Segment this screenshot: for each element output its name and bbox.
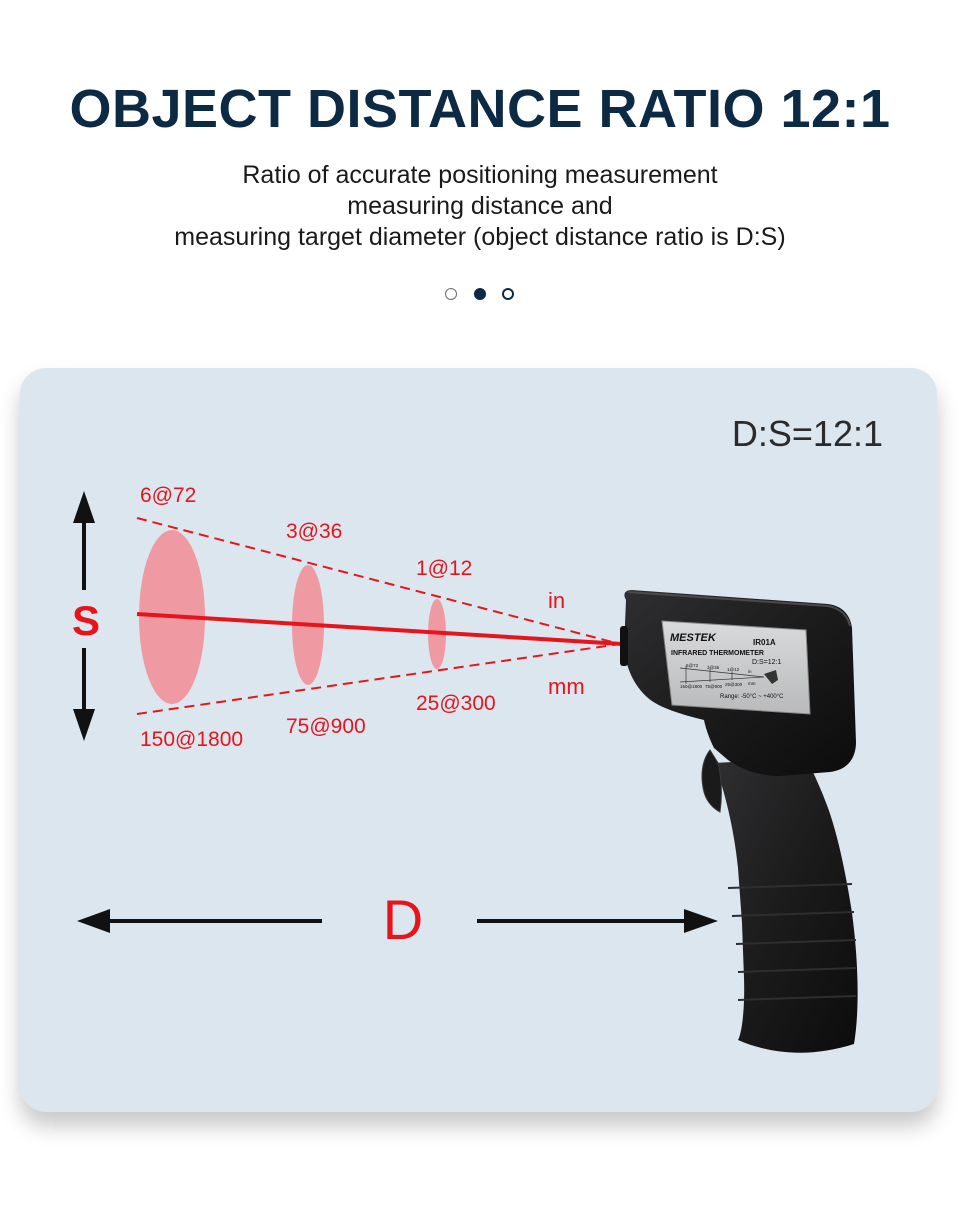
distance-ratio-diagram [20,368,937,1112]
page-title: OBJECT DISTANCE RATIO 12:1 [69,79,891,139]
spot-label-in-3: 1@12 [416,557,473,580]
device-unit-mm: mm [748,681,756,686]
device-range: Range: -50°C ~ +400°C [720,694,784,700]
spot-label-in-2: 3@36 [286,520,343,543]
s-label: S [71,597,101,644]
carousel-dot-1[interactable] [445,288,457,300]
device-spot-mm-2: 75@900 [705,684,723,689]
device-unit-in: in [748,669,752,674]
device-spot-in-1: 6@72 [686,663,699,668]
spot-label-in-1: 6@72 [140,484,197,507]
device-spot-mm-3: 25@300 [725,682,743,687]
device-spot-mm-1: 150@1800 [680,684,703,689]
subtitle-line-1: Ratio of accurate positioning measurement [242,161,718,189]
unit-mm-label: mm [548,674,585,699]
carousel-dot-3[interactable] [502,288,514,300]
device-screen-ratio: D:S=12:1 [752,659,782,666]
infrared-thermometer [620,590,858,1053]
d-label: D [382,888,424,951]
distance-ratio-panel [20,368,937,1112]
carousel-indicators [0,288,960,304]
device-brand: MESTEK [670,632,716,644]
spot-label-mm-1: 150@1800 [140,728,244,751]
device-spot-in-2: 3@36 [707,665,720,670]
device-product-name: INFRARED THERMOMETER [671,650,764,657]
device-spot-in-3: 1@12 [727,667,740,672]
ratio-label: D:S=12:1 [731,413,883,454]
laser-beam [137,614,622,644]
spot-label-mm-2: 75@900 [286,715,366,738]
device-model: IR01A [753,638,776,647]
subtitle-line-3: measuring target diameter (object distance ratio is D:S) [174,223,786,251]
unit-in-label: in [548,588,566,613]
spot-label-mm-3: 25@300 [416,692,496,715]
cone-upper-line [137,518,620,644]
page-subtitle [0,160,960,253]
subtitle-line-2: measuring distance and [347,192,613,220]
carousel-dot-2-active[interactable] [474,288,486,300]
